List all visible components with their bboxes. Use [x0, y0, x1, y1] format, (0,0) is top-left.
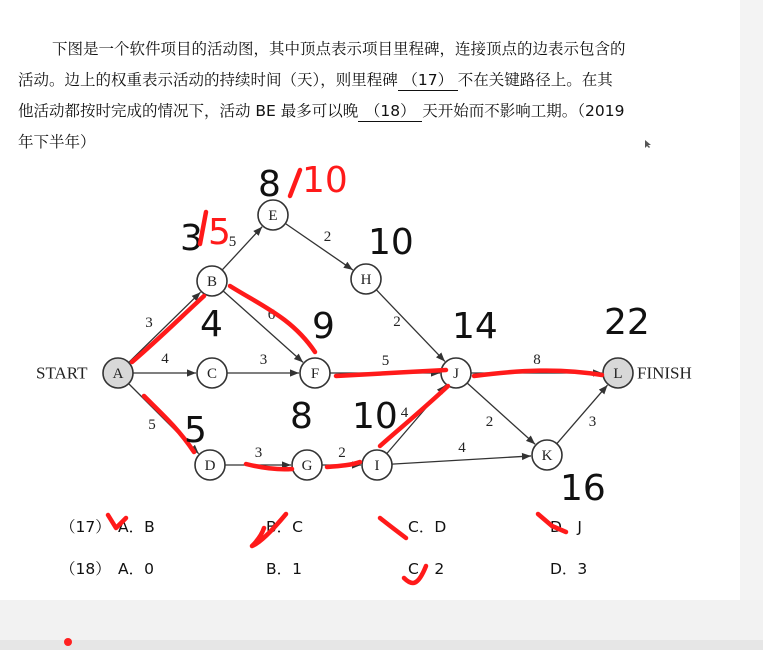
hw-I-10: 10	[352, 396, 398, 437]
hw-G-8: 8	[290, 396, 313, 437]
hw-B-5: 5	[208, 212, 231, 253]
svg-text:A: A	[112, 366, 124, 382]
svg-text:H: H	[360, 272, 372, 288]
node-L	[603, 358, 633, 388]
edge-weight-D-G: 3	[254, 445, 263, 461]
cursor-icon	[644, 139, 652, 149]
red-dot-marker	[64, 638, 72, 646]
hw-K-16: 16	[560, 468, 606, 509]
edge-weight-A-D: 5	[148, 417, 156, 433]
node-B	[197, 266, 227, 296]
edge-weight-G-I: 2	[338, 445, 346, 461]
node-H	[351, 264, 381, 294]
hw-F-9: 9	[312, 306, 335, 347]
edge-weight-I-K: 4	[458, 440, 466, 456]
bottom-scrollbar[interactable]	[0, 640, 763, 650]
edge-weight-H-J: 2	[393, 314, 401, 330]
edge-weight-K-L: 3	[588, 414, 597, 430]
q17-option-a[interactable]: A．B	[118, 518, 155, 536]
edge-weight-J-K: 2	[485, 414, 494, 430]
hw-H-10: 10	[368, 222, 414, 263]
mark-q17-c	[380, 518, 406, 538]
hw-E-10: 10	[302, 160, 348, 201]
hw-D-5: 5	[184, 410, 207, 451]
svg-text:C: C	[206, 366, 218, 382]
q17-number: （17）	[60, 518, 111, 536]
question-line-3a: 他活动都按时完成的情况下，活动 BE 最多可以晚	[18, 102, 359, 120]
hw-L-22: 22	[604, 302, 650, 343]
edge-weight-F-J: 5	[381, 353, 390, 369]
edge-weight-J-L: 8	[533, 352, 541, 368]
hw-C-4: 4	[200, 304, 223, 345]
q17-option-c[interactable]: C．D	[408, 518, 447, 536]
q17-option-d[interactable]: D．J	[550, 518, 583, 536]
node-A	[103, 358, 133, 388]
edge-weight-A-C: 4	[161, 351, 169, 367]
node-D	[195, 450, 225, 480]
question-line-1: 下图是一个软件项目的活动图，其中顶点表示项目里程碑，连接顶点的边表示包含的	[52, 40, 626, 58]
finish-label: FINISH	[637, 363, 692, 383]
question-line-2a: 活动。边上的权重表示活动的持续时间（天），则里程碑	[18, 71, 398, 89]
edge-I-K	[392, 456, 531, 464]
edge-weight-E-H: 2	[323, 229, 332, 245]
edge-weight-B-F: 6	[267, 307, 276, 323]
svg-text:E: E	[268, 208, 278, 224]
svg-text:B: B	[206, 274, 218, 290]
question-line-4: 年下半年）	[18, 133, 96, 151]
node-I	[362, 450, 392, 480]
hw-slash	[290, 170, 300, 196]
blank-18: （18）	[358, 101, 422, 122]
node-K	[532, 440, 562, 470]
svg-text:G: G	[301, 458, 313, 474]
question-line-3b: 天开始而不影响工期。（2019	[422, 102, 625, 120]
q18-option-c[interactable]: C．2	[408, 560, 445, 578]
q18-option-d[interactable]: D．3	[550, 560, 588, 578]
svg-text:K: K	[541, 448, 553, 464]
right-gutter	[740, 0, 763, 650]
svg-text:I: I	[374, 458, 380, 474]
edge-weight-I-J: 4	[400, 405, 409, 421]
edge-weight-A-B: 3	[145, 315, 153, 331]
start-label: START	[36, 363, 88, 383]
node-G	[292, 450, 322, 480]
blank-17: （17）	[398, 70, 458, 91]
question-line-2b: 不在关键路径上。在其	[457, 71, 613, 89]
svg-text:J: J	[453, 366, 459, 382]
hw-E-8: 8	[258, 164, 281, 205]
q17-option-b[interactable]: B．C	[266, 518, 303, 536]
edge-J-K	[467, 383, 535, 444]
answer-marks	[108, 514, 566, 583]
hw-slash-b	[200, 212, 206, 244]
svg-text:F: F	[310, 366, 320, 382]
edge-weight-B-E: 5	[228, 234, 237, 250]
q18-option-a[interactable]: A．0	[118, 560, 154, 578]
svg-text:L: L	[613, 366, 623, 382]
answer-options	[60, 518, 587, 578]
q18-option-b[interactable]: B．1	[266, 560, 302, 578]
handwritten-annotations	[180, 160, 650, 509]
node-J	[441, 358, 471, 388]
edge-E-H	[285, 224, 352, 270]
q18-number: （18）	[60, 560, 111, 578]
edge-weight-C-F: 3	[259, 352, 268, 368]
node-F	[300, 358, 330, 388]
svg-text:D: D	[204, 458, 216, 474]
hw-B-3: 3	[180, 218, 203, 259]
edge-H-J	[376, 290, 445, 362]
node-C	[197, 358, 227, 388]
edge-K-L	[557, 385, 608, 444]
hw-J-14: 14	[452, 306, 498, 347]
